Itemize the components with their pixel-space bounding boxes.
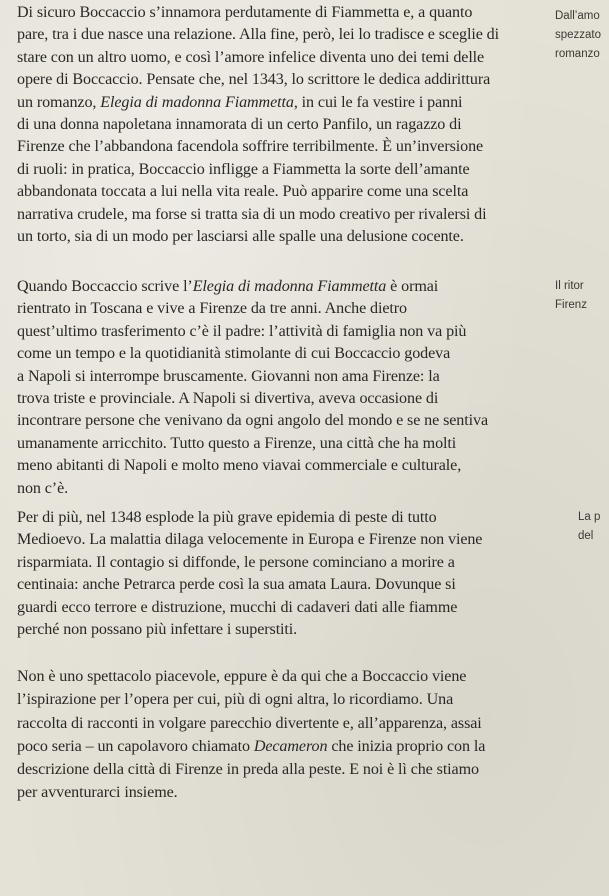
text-line: perché non possano più infettare i superstiti. <box>17 621 298 639</box>
margin-note-line: romanzo <box>555 48 600 60</box>
text-line: centinaia: anche Petrarca perde così la sua amata Laura. Dovunque si <box>17 576 456 594</box>
text-line: un torto, sia di un modo per lasciarsi alle spalle una delusione cocente. <box>17 228 464 246</box>
margin-note-line: La p <box>578 511 601 523</box>
work-title: Elegia di madonna Fiammetta <box>100 93 294 111</box>
text-line: per avventurarci insieme. <box>17 784 178 802</box>
text-line: non c’è. <box>17 479 69 497</box>
margin-note-line: Il ritor <box>555 280 584 292</box>
text-line: quest’ultimo trasferimento c’è il padre: l’attività di famiglia non va più <box>17 322 467 340</box>
margin-note-line: spezzato <box>555 29 602 41</box>
work-title: Decameron <box>253 737 328 755</box>
text-line: l’ispirazione per l’opera per cui, più di ogni altra, lo ricordiamo. Una <box>17 691 454 709</box>
paragraph-return-to-florence <box>17 276 488 500</box>
text-line: Non è uno spettacolo piacevole, eppure è da qui che a Boccaccio viene <box>17 668 467 685</box>
text-line: Firenze che l’abbandona facendola soffrire terribilmente. È un’inversione <box>17 138 484 156</box>
text-line: di ruoli: in pratica, Boccaccio infligge a Fiammetta la sorte dell’amante <box>17 160 470 178</box>
paragraph-decameron <box>17 665 485 805</box>
text-line: meno abitanti di Napoli e molto meno viavai commerciale e culturale, <box>17 457 462 475</box>
text-line: poco seria – un capolavoro chiamato Decameron che inizia proprio con la <box>17 737 486 755</box>
text-line: opere di Boccaccio. Pensate che, nel 1343, lo scrittore le dedica addirittura <box>17 71 491 89</box>
margin-note-line: Dall’amo <box>555 10 600 22</box>
margin-note-line: del <box>578 530 594 542</box>
text-line: Medioevo. La malattia dilaga velocemente in Europa e Firenze non viene <box>17 531 483 549</box>
margin-note <box>555 277 587 315</box>
margin-note <box>578 508 600 546</box>
text-line: guardi ecco terrore e distruzione, mucchi di cadaveri dati alle fiamme <box>17 598 458 616</box>
text-line: a Napoli si interrompe bruscamente. Giovanni non ama Firenze: la <box>17 367 440 385</box>
text-line: narrativa crudele, ma forse si tratta sia di un modo creativo per rivalersi di <box>17 205 487 223</box>
text-line: abbandonata toccata a lui nella vita reale. Può apparire come una scelta <box>17 183 469 201</box>
text-line: Per di più, nel 1348 esplode la più grave epidemia di peste di tutto <box>17 509 437 526</box>
text-line: Quando Boccaccio scrive l’Elegia di madonna Fiammetta è ormai <box>17 278 439 295</box>
text-line: incontrare persone che venivano da ogni angolo del mondo e se ne sentiva <box>17 412 488 430</box>
paragraph-plague <box>17 507 482 641</box>
paragraph-fiammetta <box>17 2 499 248</box>
text-line: umanamente arricchito. Tutto questo a Firenze, una città che ha molti <box>17 434 457 452</box>
text-line: descrizione della città di Firenze in preda alla peste. E noi è lì che stiamo <box>17 761 479 779</box>
text-line: di una donna napoletana innamorata di un certo Panfilo, un ragazzo di <box>17 116 462 134</box>
text-line: pare, tra i due nasce una relazione. Alla fine, però, lei lo tradisce e sceglie di <box>17 26 499 44</box>
text-line: stare con un altro uomo, e così l’amore infelice diventa uno dei temi delle <box>17 48 485 66</box>
text-line: trova triste e provinciale. A Napoli si divertiva, aveva occasione di <box>17 390 439 408</box>
text-line: un romanzo, Elegia di madonna Fiammetta, in cui le fa vestire i panni <box>17 93 463 111</box>
margin-note-line: Firenz <box>555 299 587 311</box>
work-title: Elegia di madonna Fiammetta <box>192 278 387 295</box>
margin-note <box>555 7 601 64</box>
text-line: rientrato in Toscana e vive a Firenze da tre anni. Anche dietro <box>17 300 407 318</box>
text-line: come un tempo e la quotidianità stimolante di cui Boccaccio godeva <box>17 345 451 363</box>
text-line: raccolta di racconti in volgare parecchio divertente e, all’apparenza, assai <box>17 714 482 732</box>
text-line: risparmiata. Il contagio si diffonde, le persone cominciano a morire a <box>17 553 455 571</box>
text-line: Di sicuro Boccaccio s’innamora perdutamente di Fiammetta e, a quanto <box>17 4 473 21</box>
